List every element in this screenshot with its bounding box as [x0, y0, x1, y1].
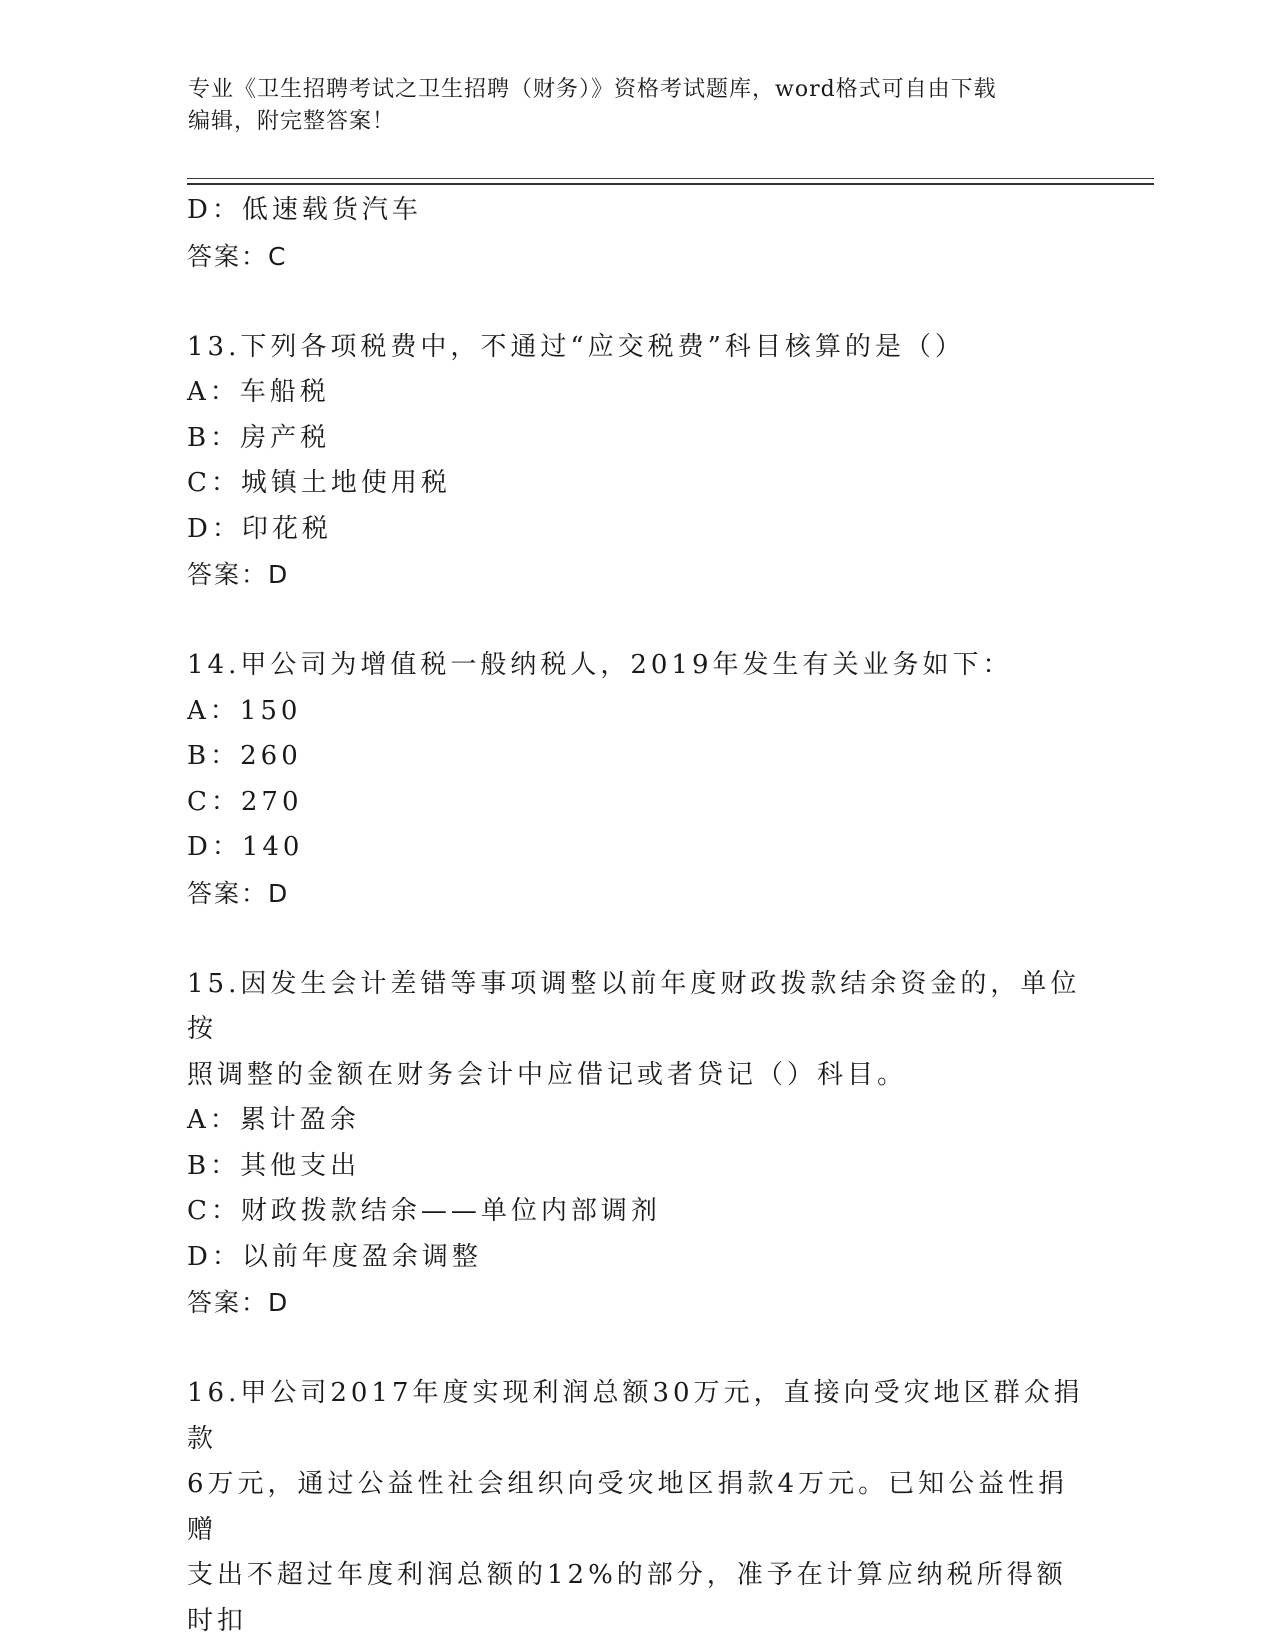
- spacer: [187, 598, 1087, 644]
- option-a: A：150: [187, 695, 302, 726]
- option-a: A：车船税: [187, 377, 330, 407]
- option-c: C：财政拨款结余——单位内部调剂: [187, 1196, 661, 1226]
- question-16: [187, 1371, 1087, 1644]
- question-text-line-1: 16.甲公司2017年度实现利润总额30万元，直接向受灾地区群众捐款: [187, 1378, 1084, 1454]
- option-b: B：260: [187, 741, 302, 771]
- prev-answer: 答案：C: [187, 241, 288, 271]
- option-d: D：140: [187, 832, 304, 862]
- answer: 答案：D: [187, 878, 290, 908]
- answer: 答案：D: [187, 560, 290, 589]
- header-rule-thin: [187, 178, 1154, 179]
- document-body: [187, 188, 1087, 1644]
- header-rule-thick: [187, 183, 1154, 185]
- option-d: D：印花税: [187, 513, 332, 544]
- question-15: [187, 962, 1087, 1326]
- question-13: [187, 325, 1087, 598]
- option-b: B：房产税: [187, 422, 331, 453]
- question-text-line-2: 照调整的金额在财务会计中应借记或者贷记（）科目。: [187, 1059, 908, 1090]
- question-text-line-2: 6万元，通过公益性社会组织向受灾地区捐款4万元。已知公益性捐赠: [187, 1469, 1069, 1545]
- option-b: B：其他支出: [187, 1150, 361, 1181]
- question-text: 13.下列各项税费中，不通过“应交税费”科目核算的是（）: [187, 331, 965, 362]
- spacer: [187, 279, 1087, 325]
- option-a: A：累计盈余: [187, 1105, 360, 1135]
- header-line-1: 专业《卫生招聘考试之卫生招聘（财务）》资格考试题库，word格式可自由下载: [188, 77, 997, 102]
- document-header: [188, 74, 1088, 138]
- question-text-line-3: 支出不超过年度利润总额的12%的部分，准予在计算应纳税所得额时扣: [187, 1560, 1067, 1636]
- question-text-line-1: 15.因发生会计差错等事项调整以前年度财政拨款结余资金的，单位按: [187, 968, 1081, 1044]
- option-c: C：270: [187, 786, 303, 817]
- option-d: D：以前年度盈余调整: [187, 1241, 482, 1272]
- answer: 答案：D: [187, 1288, 290, 1317]
- spacer: [187, 1326, 1087, 1372]
- header-line-2: 编辑，附完整答案！: [188, 109, 396, 134]
- question-text: 14.甲公司为增值税一般纳税人，2019年发生有关业务如下：: [187, 650, 1013, 680]
- option-c: C：城镇土地使用税: [187, 468, 451, 498]
- prev-option-d: D：低速载货汽车: [187, 195, 422, 225]
- spacer: [187, 916, 1087, 962]
- question-14: [187, 643, 1087, 916]
